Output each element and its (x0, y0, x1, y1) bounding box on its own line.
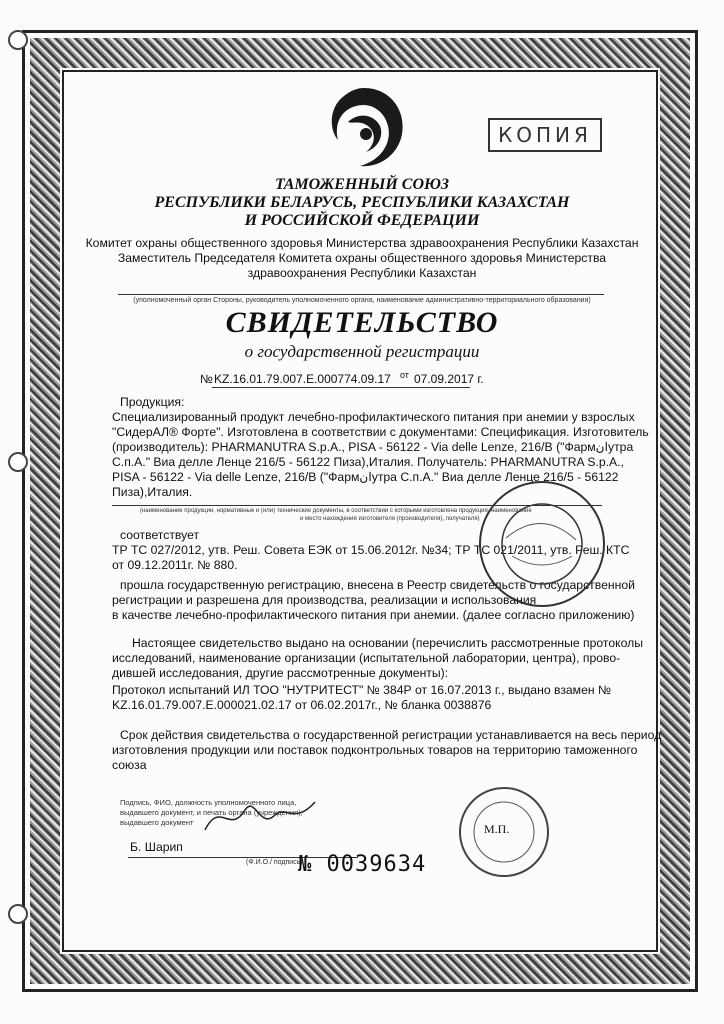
conformity-line-1: ТР ТС 027/2012, утв. Реш. Совета ЕЭК от 15.06.2012г. №34; ТР ТС 021/2011, утв. Реш. КТС (112, 543, 630, 557)
header-line-1: ТАМОЖЕННЫЙ СОЮЗ (274, 176, 450, 193)
signer-name: Б. Шарип (130, 840, 183, 854)
basis-line-3: дившей исследования, другие рассмотренные документы): (112, 666, 449, 680)
reg-date: 07.09.2017 г. (414, 372, 484, 386)
conformity-line-2: от 09.12.2011г. № 880. (112, 558, 238, 572)
copy-stamp: КОПИЯ (488, 118, 602, 152)
signature-caption-3: выдавшего документ (120, 818, 194, 827)
reg-date-prefix: от (400, 370, 409, 380)
authority-caption: (уполномоченный орган Стороны, руководитель уполномоченного органа, наименование административно-территориального образования) (133, 297, 591, 304)
authority-line-2: Заместитель Председателя Комитета охраны общественного здоровья Министерства (117, 251, 607, 265)
punch-hole (8, 30, 28, 50)
validity-line-3: союза (112, 758, 147, 772)
authority-line-1: Комитет охраны общественного здоровья Министерства здравоохранения Республики Казахстан (85, 236, 639, 250)
basis-line-2: исследований, наименование организации (испытательной лаборатории, центра), прово- (112, 651, 621, 665)
signature-caption-2: выдавшего документ, и печать органа (учреждения), (120, 808, 303, 817)
registration-line-3: в качестве лечебно-профилактического питания при анемии. (далее согласно приложению) (112, 608, 635, 622)
product-line: Пиза),Италия. (112, 485, 193, 499)
customs-union-emblem-icon (318, 82, 410, 174)
seal-mp: М.П. (484, 822, 510, 836)
registration-line-2: регистрации и разрешена для производства, реализации и использования (112, 593, 537, 607)
underline (118, 294, 604, 295)
underline (212, 387, 470, 388)
signature-caption-1: Подпись, ФИО, должность уполномоченного лица, (120, 798, 297, 807)
product-line: PISA - 56122 - Via delle Lenze, 216/B ("Фармانутра С.п.А." Виа делле Ленце 216/5 - 56122 (112, 470, 619, 484)
product-caption-1: (наименование продукции, нормативные и (или) технические документы, в соответствии с которыми изготовлена продукция, наименование (140, 508, 532, 514)
product-line: (производитель): PHARMANUTRA S.p.A., PISA - 56122 - Via delle Lenze, 216/B ("Фармانутра (112, 440, 634, 454)
punch-hole (8, 904, 28, 924)
document-subtitle: о государственной регистрации (244, 342, 480, 361)
reg-number: KZ.16.01.79.007.Е.000774.09.17 (214, 372, 391, 386)
registration-line-1: прошла государственную регистрацию, внесена в Реестр свидетельств о государственной (120, 578, 635, 592)
header-line-2: РЕСПУБЛИКИ БЕЛАРУСЬ, РЕСПУБЛИКИ КАЗАХСТАН (154, 194, 570, 211)
header-line-3: И РОССИЙСКОЙ ФЕДЕРАЦИИ (244, 212, 480, 229)
basis-line-5: KZ.16.01.79.007.Е.000021.02.17 от 06.02.2017г., № бланка 0038876 (112, 698, 492, 712)
product-caption-2: и место нахождения изготовителя (производителя), получателя) (300, 516, 480, 522)
basis-line-1: Настоящее свидетельство выдано на основании (перечислить рассмотренные протоколы (132, 636, 643, 650)
signer-name-caption: (Ф.И.О./ подпись) (246, 859, 303, 866)
punch-hole (8, 452, 28, 472)
validity-line-1: Срок действия свидетельства о государственной регистрации устанавливается на весь период (120, 728, 662, 742)
authority-line-3: здравоохранения Республики Казахстан (247, 266, 477, 280)
basis-line-4: Протокол испытаний ИЛ ТОО "НУТРИТЕСТ" № 384Р от 16.07.2013 г., выдано взамен № (112, 683, 612, 697)
product-label: Продукция: (120, 395, 185, 409)
product-line: С.п.А." Виа делле Ленце 216/5 - 56122 Пиза),Италия. Получатель: PHARMANUTRA S.p.A., (112, 455, 624, 469)
handwritten-signature (200, 790, 320, 840)
conformity-label: соответствует (120, 528, 200, 542)
round-seal-stamp (476, 478, 608, 610)
document-title: СВИДЕТЕЛЬСТВО (225, 306, 499, 339)
blank-number: № 0039634 (298, 852, 427, 877)
validity-line-2: изготовления продукции или поставок подконтрольных товаров на территорию таможенного (112, 743, 638, 757)
product-line: Специализированный продукт лечебно-профилактического питания при анемии у взрослых (112, 410, 635, 424)
reg-number-prefix: № (200, 372, 213, 386)
product-line: "СидерАЛ® Форте". Изготовлена в соответствии с документами: Спецификация. Изготовитель (112, 425, 649, 439)
